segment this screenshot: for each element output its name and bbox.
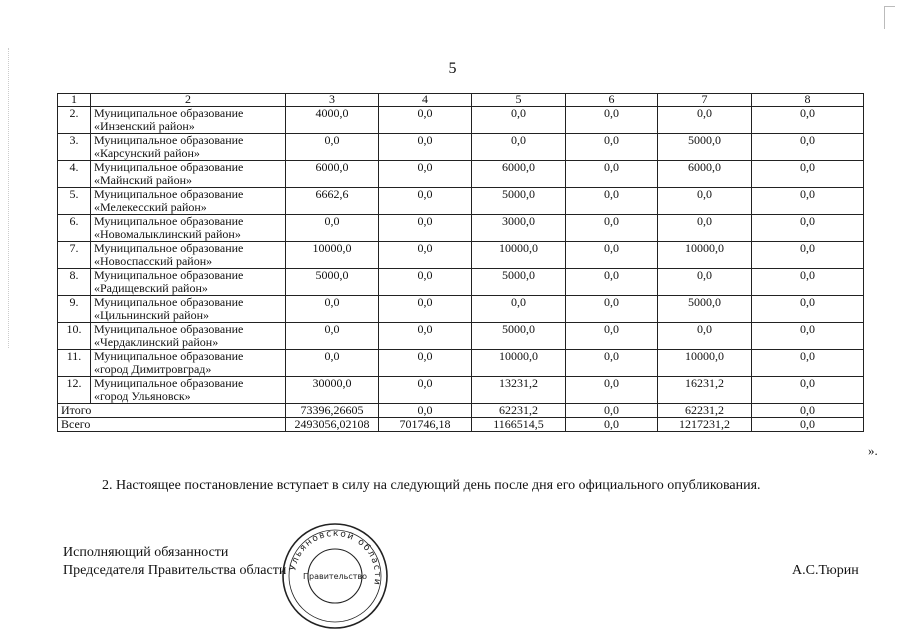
table-totals bbox=[58, 404, 864, 432]
column-header: 1 bbox=[58, 94, 91, 107]
signatory-title-line-2: Председателя Правительства области bbox=[63, 563, 287, 578]
totals-label: Итого bbox=[58, 404, 286, 418]
row-number: 5. bbox=[58, 188, 91, 215]
total-value-cell: 701746,18 bbox=[379, 418, 472, 432]
value-cell: 0,0 bbox=[752, 242, 864, 269]
table-body bbox=[58, 107, 864, 404]
value-cell: 10000,0 bbox=[472, 350, 566, 377]
row-number: 8. bbox=[58, 269, 91, 296]
value-cell: 0,0 bbox=[566, 350, 658, 377]
municipality-title: «Цильнинский район» bbox=[94, 308, 209, 322]
total-value-cell: 1166514,5 bbox=[472, 418, 566, 432]
value-cell: 0,0 bbox=[658, 269, 752, 296]
municipality-type: Муниципальное образование bbox=[94, 187, 244, 201]
value-cell: 0,0 bbox=[566, 161, 658, 188]
municipality-name bbox=[91, 215, 286, 242]
value-cell: 0,0 bbox=[566, 323, 658, 350]
value-cell: 0,0 bbox=[658, 107, 752, 134]
value-cell: 0,0 bbox=[752, 161, 864, 188]
total-value-cell: 62231,2 bbox=[472, 404, 566, 418]
table-row bbox=[58, 269, 864, 296]
table-row bbox=[58, 350, 864, 377]
value-cell: 10000,0 bbox=[658, 350, 752, 377]
value-cell: 0,0 bbox=[752, 107, 864, 134]
value-cell: 0,0 bbox=[752, 269, 864, 296]
value-cell: 0,0 bbox=[752, 323, 864, 350]
value-cell: 0,0 bbox=[566, 296, 658, 323]
value-cell: 3000,0 bbox=[472, 215, 566, 242]
municipality-title: «Карсунский район» bbox=[94, 146, 200, 160]
municipality-type: Муниципальное образование bbox=[94, 322, 244, 336]
total-value-cell: 62231,2 bbox=[658, 404, 752, 418]
municipality-name bbox=[91, 296, 286, 323]
total-value-cell: 2493056,02108 bbox=[286, 418, 379, 432]
total-value-cell: 73396,26605 bbox=[286, 404, 379, 418]
column-header: 2 bbox=[91, 94, 286, 107]
total-value-cell: 0,0 bbox=[379, 404, 472, 418]
total-value-cell: 0,0 bbox=[752, 418, 864, 432]
value-cell: 0,0 bbox=[566, 134, 658, 161]
total-value-cell: 0,0 bbox=[752, 404, 864, 418]
value-cell: 0,0 bbox=[752, 215, 864, 242]
municipality-name bbox=[91, 323, 286, 350]
total-value-cell: 0,0 bbox=[566, 404, 658, 418]
table-header-row bbox=[58, 94, 864, 107]
value-cell: 5000,0 bbox=[658, 134, 752, 161]
municipality-name bbox=[91, 134, 286, 161]
municipality-name bbox=[91, 242, 286, 269]
municipality-type: Муниципальное образование bbox=[94, 295, 244, 309]
municipality-name bbox=[91, 107, 286, 134]
value-cell: 0,0 bbox=[379, 269, 472, 296]
value-cell: 0,0 bbox=[379, 296, 472, 323]
municipality-title: «Радищевский район» bbox=[94, 281, 208, 295]
table-row bbox=[58, 134, 864, 161]
table-row bbox=[58, 296, 864, 323]
value-cell: 0,0 bbox=[658, 323, 752, 350]
row-number: 7. bbox=[58, 242, 91, 269]
municipality-type: Муниципальное образование bbox=[94, 214, 244, 228]
municipality-title: «Новоспасский район» bbox=[94, 254, 213, 268]
municipality-name bbox=[91, 188, 286, 215]
resolution-paragraph: 2. Настоящее постановление вступает в силу на следующий день после дня его официального опубликования. bbox=[102, 478, 761, 493]
value-cell: 5000,0 bbox=[472, 323, 566, 350]
value-cell: 6662,6 bbox=[286, 188, 379, 215]
value-cell: 0,0 bbox=[379, 323, 472, 350]
value-cell: 0,0 bbox=[566, 377, 658, 404]
value-cell: 16231,2 bbox=[658, 377, 752, 404]
total-value-cell: 0,0 bbox=[566, 418, 658, 432]
value-cell: 0,0 bbox=[379, 134, 472, 161]
signatory-title-line-1: Исполняющий обязанности bbox=[63, 545, 229, 560]
column-header: 3 bbox=[286, 94, 379, 107]
value-cell: 6000,0 bbox=[658, 161, 752, 188]
value-cell: 0,0 bbox=[379, 188, 472, 215]
municipality-name bbox=[91, 350, 286, 377]
table-row bbox=[58, 107, 864, 134]
value-cell: 10000,0 bbox=[658, 242, 752, 269]
municipality-type: Муниципальное образование bbox=[94, 160, 244, 174]
value-cell: 0,0 bbox=[472, 134, 566, 161]
closing-quote: ». bbox=[868, 443, 878, 458]
value-cell: 0,0 bbox=[379, 242, 472, 269]
table-row bbox=[58, 188, 864, 215]
row-number: 6. bbox=[58, 215, 91, 242]
municipality-title: «Чердаклинский район» bbox=[94, 335, 219, 349]
municipality-title: «Майнский район» bbox=[94, 173, 193, 187]
value-cell: 5000,0 bbox=[286, 269, 379, 296]
value-cell: 0,0 bbox=[658, 188, 752, 215]
value-cell: 0,0 bbox=[752, 134, 864, 161]
value-cell: 6000,0 bbox=[472, 161, 566, 188]
table-row bbox=[58, 323, 864, 350]
row-number: 4. bbox=[58, 161, 91, 188]
column-header: 4 bbox=[379, 94, 472, 107]
value-cell: 0,0 bbox=[752, 296, 864, 323]
value-cell: 0,0 bbox=[286, 134, 379, 161]
value-cell: 0,0 bbox=[286, 350, 379, 377]
municipality-title: «город Димитровград» bbox=[94, 362, 212, 376]
value-cell: 0,0 bbox=[286, 323, 379, 350]
value-cell: 0,0 bbox=[379, 215, 472, 242]
municipality-type: Муниципальное образование bbox=[94, 349, 244, 363]
value-cell: 0,0 bbox=[379, 107, 472, 134]
table-row bbox=[58, 242, 864, 269]
column-header: 5 bbox=[472, 94, 566, 107]
value-cell: 10000,0 bbox=[472, 242, 566, 269]
value-cell: 13231,2 bbox=[472, 377, 566, 404]
municipality-type: Муниципальное образование bbox=[94, 133, 244, 147]
value-cell: 0,0 bbox=[286, 296, 379, 323]
municipality-title: «город Ульяновск» bbox=[94, 389, 191, 403]
seal-ring-text: Ульяновской области bbox=[288, 528, 383, 587]
value-cell: 0,0 bbox=[566, 107, 658, 134]
table-row bbox=[58, 215, 864, 242]
municipality-type: Муниципальное образование bbox=[94, 268, 244, 282]
total-value-cell: 1217231,2 bbox=[658, 418, 752, 432]
signatory-name: А.С.Тюрин bbox=[792, 563, 859, 578]
table-row bbox=[58, 377, 864, 404]
value-cell: 0,0 bbox=[752, 377, 864, 404]
municipality-title: «Мелекесский район» bbox=[94, 200, 207, 214]
value-cell: 5000,0 bbox=[658, 296, 752, 323]
municipality-type: Муниципальное образование bbox=[94, 241, 244, 255]
value-cell: 0,0 bbox=[472, 107, 566, 134]
municipality-name bbox=[91, 161, 286, 188]
row-number: 3. bbox=[58, 134, 91, 161]
row-number: 10. bbox=[58, 323, 91, 350]
value-cell: 0,0 bbox=[658, 215, 752, 242]
value-cell: 0,0 bbox=[566, 215, 658, 242]
value-cell: 0,0 bbox=[472, 296, 566, 323]
value-cell: 0,0 bbox=[379, 161, 472, 188]
budget-table bbox=[57, 93, 864, 432]
value-cell: 0,0 bbox=[752, 350, 864, 377]
value-cell: 30000,0 bbox=[286, 377, 379, 404]
municipality-title: «Инзенский район» bbox=[94, 119, 195, 133]
column-header: 8 bbox=[752, 94, 864, 107]
totals-row bbox=[58, 404, 864, 418]
value-cell: 0,0 bbox=[379, 350, 472, 377]
value-cell: 6000,0 bbox=[286, 161, 379, 188]
value-cell: 0,0 bbox=[566, 242, 658, 269]
table-row bbox=[58, 161, 864, 188]
totals-label: Всего bbox=[58, 418, 286, 432]
scan-corner-mark bbox=[884, 6, 895, 29]
signatory-title bbox=[63, 544, 286, 580]
column-header: 6 bbox=[566, 94, 658, 107]
row-number: 9. bbox=[58, 296, 91, 323]
value-cell: 0,0 bbox=[566, 269, 658, 296]
value-cell: 0,0 bbox=[752, 188, 864, 215]
municipality-type: Муниципальное образование bbox=[94, 106, 244, 120]
value-cell: 0,0 bbox=[566, 188, 658, 215]
scan-edge-mark bbox=[8, 48, 10, 348]
value-cell: 4000,0 bbox=[286, 107, 379, 134]
municipality-name bbox=[91, 377, 286, 404]
municipality-type: Муниципальное образование bbox=[94, 376, 244, 390]
value-cell: 5000,0 bbox=[472, 269, 566, 296]
totals-row bbox=[58, 418, 864, 432]
row-number: 11. bbox=[58, 350, 91, 377]
municipality-title: «Новомалыклинский район» bbox=[94, 227, 241, 241]
seal-center-text: Правительство bbox=[303, 572, 367, 581]
row-number: 12. bbox=[58, 377, 91, 404]
value-cell: 0,0 bbox=[286, 215, 379, 242]
page-number: 5 bbox=[448, 60, 457, 77]
official-seal-stamp bbox=[281, 522, 389, 630]
value-cell: 10000,0 bbox=[286, 242, 379, 269]
column-header: 7 bbox=[658, 94, 752, 107]
value-cell: 0,0 bbox=[379, 377, 472, 404]
municipality-name bbox=[91, 269, 286, 296]
row-number: 2. bbox=[58, 107, 91, 134]
value-cell: 5000,0 bbox=[472, 188, 566, 215]
